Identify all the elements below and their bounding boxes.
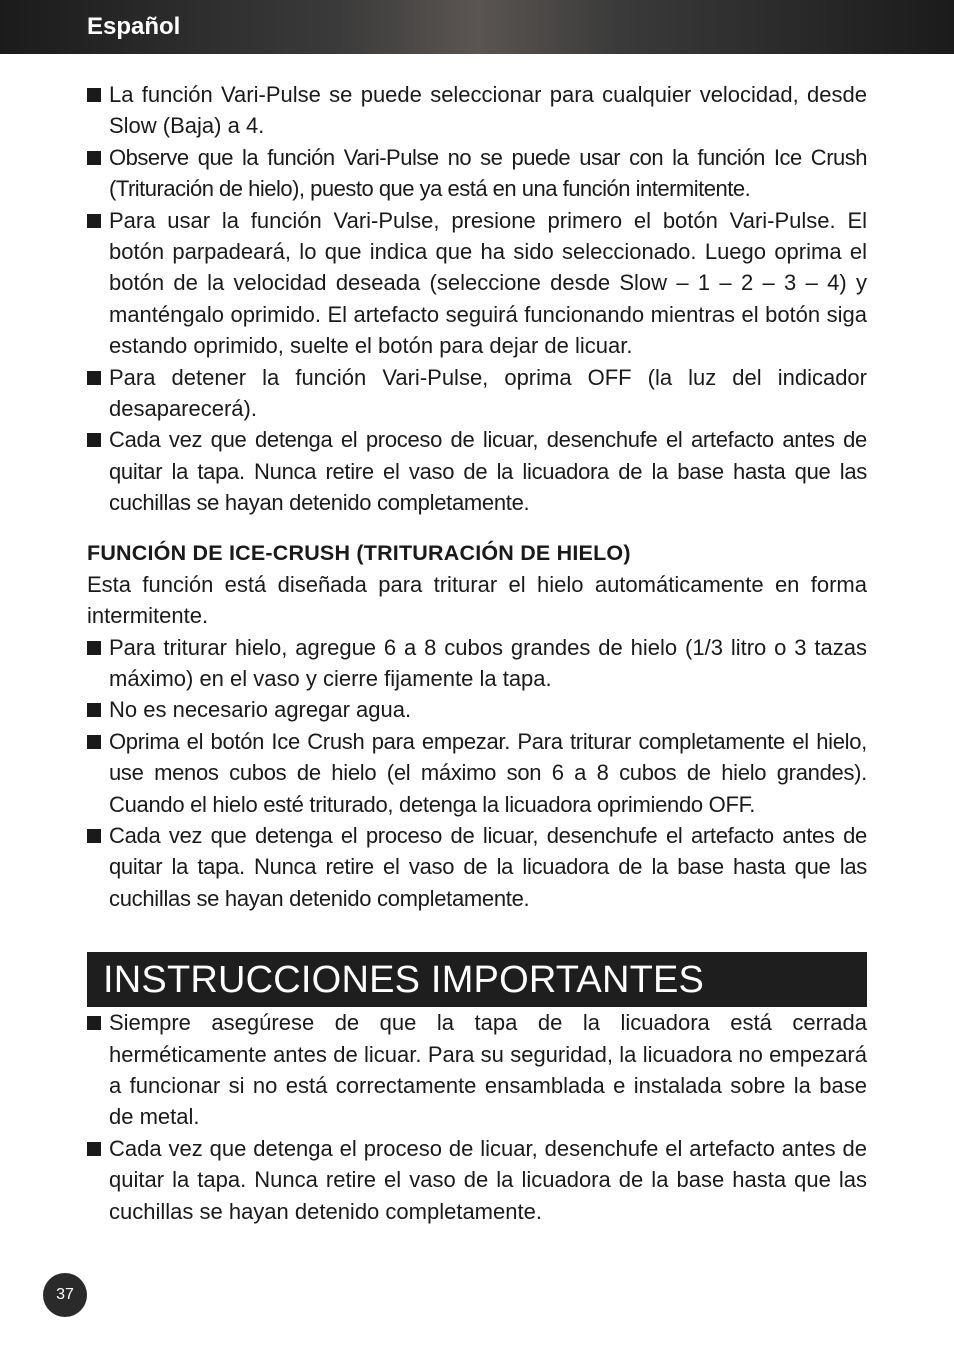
list-item bbox=[87, 694, 867, 725]
list-item-text: No es necesario agregar agua. bbox=[109, 697, 412, 723]
square-bullet-icon bbox=[87, 151, 101, 165]
list-item bbox=[87, 726, 867, 820]
list-item bbox=[87, 424, 867, 518]
square-bullet-icon bbox=[87, 1016, 101, 1030]
list-item bbox=[87, 79, 867, 142]
list-item-text: Oprima el botón Ice Crush para empezar. Para triturar completamente el hielo, use menos cubos de hielo (el máximo son 6 a 8 cubos de hielo grandes). Cuando el hielo esté triturado, detenga la licuadora oprimiendo OFF. bbox=[109, 728, 867, 817]
list-item-text: Para detener la función Vari-Pulse, oprima OFF (la luz del indicador desaparecerá). bbox=[109, 364, 867, 422]
list-item-text: Cada vez que detenga el proceso de licuar, desenchufe el artefacto antes de quitar la tapa. Nunca retire el vaso de la licuadora de la base hasta que las cuchillas se hayan detenido completamente. bbox=[109, 822, 867, 911]
list-item bbox=[87, 1133, 867, 1227]
square-bullet-icon bbox=[87, 371, 101, 385]
list-item bbox=[87, 1007, 867, 1133]
list-item-text: Para triturar hielo, agregue 6 a 8 cubos grandes de hielo (1/3 litro o 3 tazas máximo) en el vaso y cierre fijamente la tapa. bbox=[109, 634, 867, 691]
language-label: Español bbox=[87, 13, 181, 40]
list-item bbox=[87, 632, 867, 695]
list-item-text: Observe que la función Vari-Pulse no se puede usar con la función Ice Crush (Trituración de hielo), puesto que ya está en una función intermitente. bbox=[109, 144, 867, 202]
list-item-text: Cada vez que detenga el proceso de licuar, desenchufe el artefacto antes de quitar la tapa. Nunca retire el vaso de la licuadora de la base hasta que las cuchillas se hayan detenido completamente. bbox=[109, 427, 867, 516]
page-content bbox=[87, 79, 867, 1227]
ice-crush-heading: FUNCIÓN DE ICE-CRUSH (TRITURACIÓN DE HIELO) bbox=[87, 540, 631, 565]
list-item-text: La función Vari-Pulse se puede seleccionar para cualquier velocidad, desde Slow (Baja) a 4. bbox=[109, 82, 867, 139]
list-item-text: Cada vez que detenga el proceso de licuar, desenchufe el artefacto antes de quitar la tapa. Nunca retire el vaso de la licuadora de la base hasta que las cuchillas se hayan detenido completamente. bbox=[109, 1135, 867, 1224]
square-bullet-icon bbox=[87, 214, 101, 228]
page-number-badge: 37 bbox=[43, 1273, 87, 1317]
important-list bbox=[87, 1007, 867, 1227]
list-item-text: Siempre asegúrese de que la tapa de la licuadora está cerrada herméticamente antes de licuar. Para su seguridad, la licuadora no empezará a funcionar si no está correctamente ensamblada e instalada sobre la base de metal. bbox=[109, 1010, 867, 1130]
square-bullet-icon bbox=[87, 641, 101, 655]
list-item bbox=[87, 362, 867, 425]
page-header bbox=[0, 0, 954, 54]
ice-crush-intro: Esta función está diseñada para triturar el hielo automáticamente en forma intermitente. bbox=[87, 571, 867, 629]
square-bullet-icon bbox=[87, 88, 101, 102]
square-bullet-icon bbox=[87, 829, 101, 843]
list-item bbox=[87, 205, 867, 362]
square-bullet-icon bbox=[87, 735, 101, 749]
square-bullet-icon bbox=[87, 433, 101, 447]
list-item-text: Para usar la función Vari-Pulse, presione primero el botón Vari-Pulse. El botón parpadeará, lo que indica que ha sido seleccionado. Luego oprima el botón de la velocidad deseada (seleccione desde Slow – 1 – 2 – 3 – 4) y manténgalo oprimido. El artefacto seguirá funcionando mientras el botón siga estando oprimido, suelte el botón para dejar de licuar. bbox=[109, 207, 867, 359]
important-instructions-banner: INSTRUCCIONES IMPORTANTES bbox=[87, 952, 867, 1007]
ice-crush-list bbox=[87, 632, 867, 915]
list-item bbox=[87, 820, 867, 914]
square-bullet-icon bbox=[87, 703, 101, 717]
vari-pulse-list bbox=[87, 79, 867, 519]
square-bullet-icon bbox=[87, 1142, 101, 1156]
list-item bbox=[87, 142, 867, 205]
